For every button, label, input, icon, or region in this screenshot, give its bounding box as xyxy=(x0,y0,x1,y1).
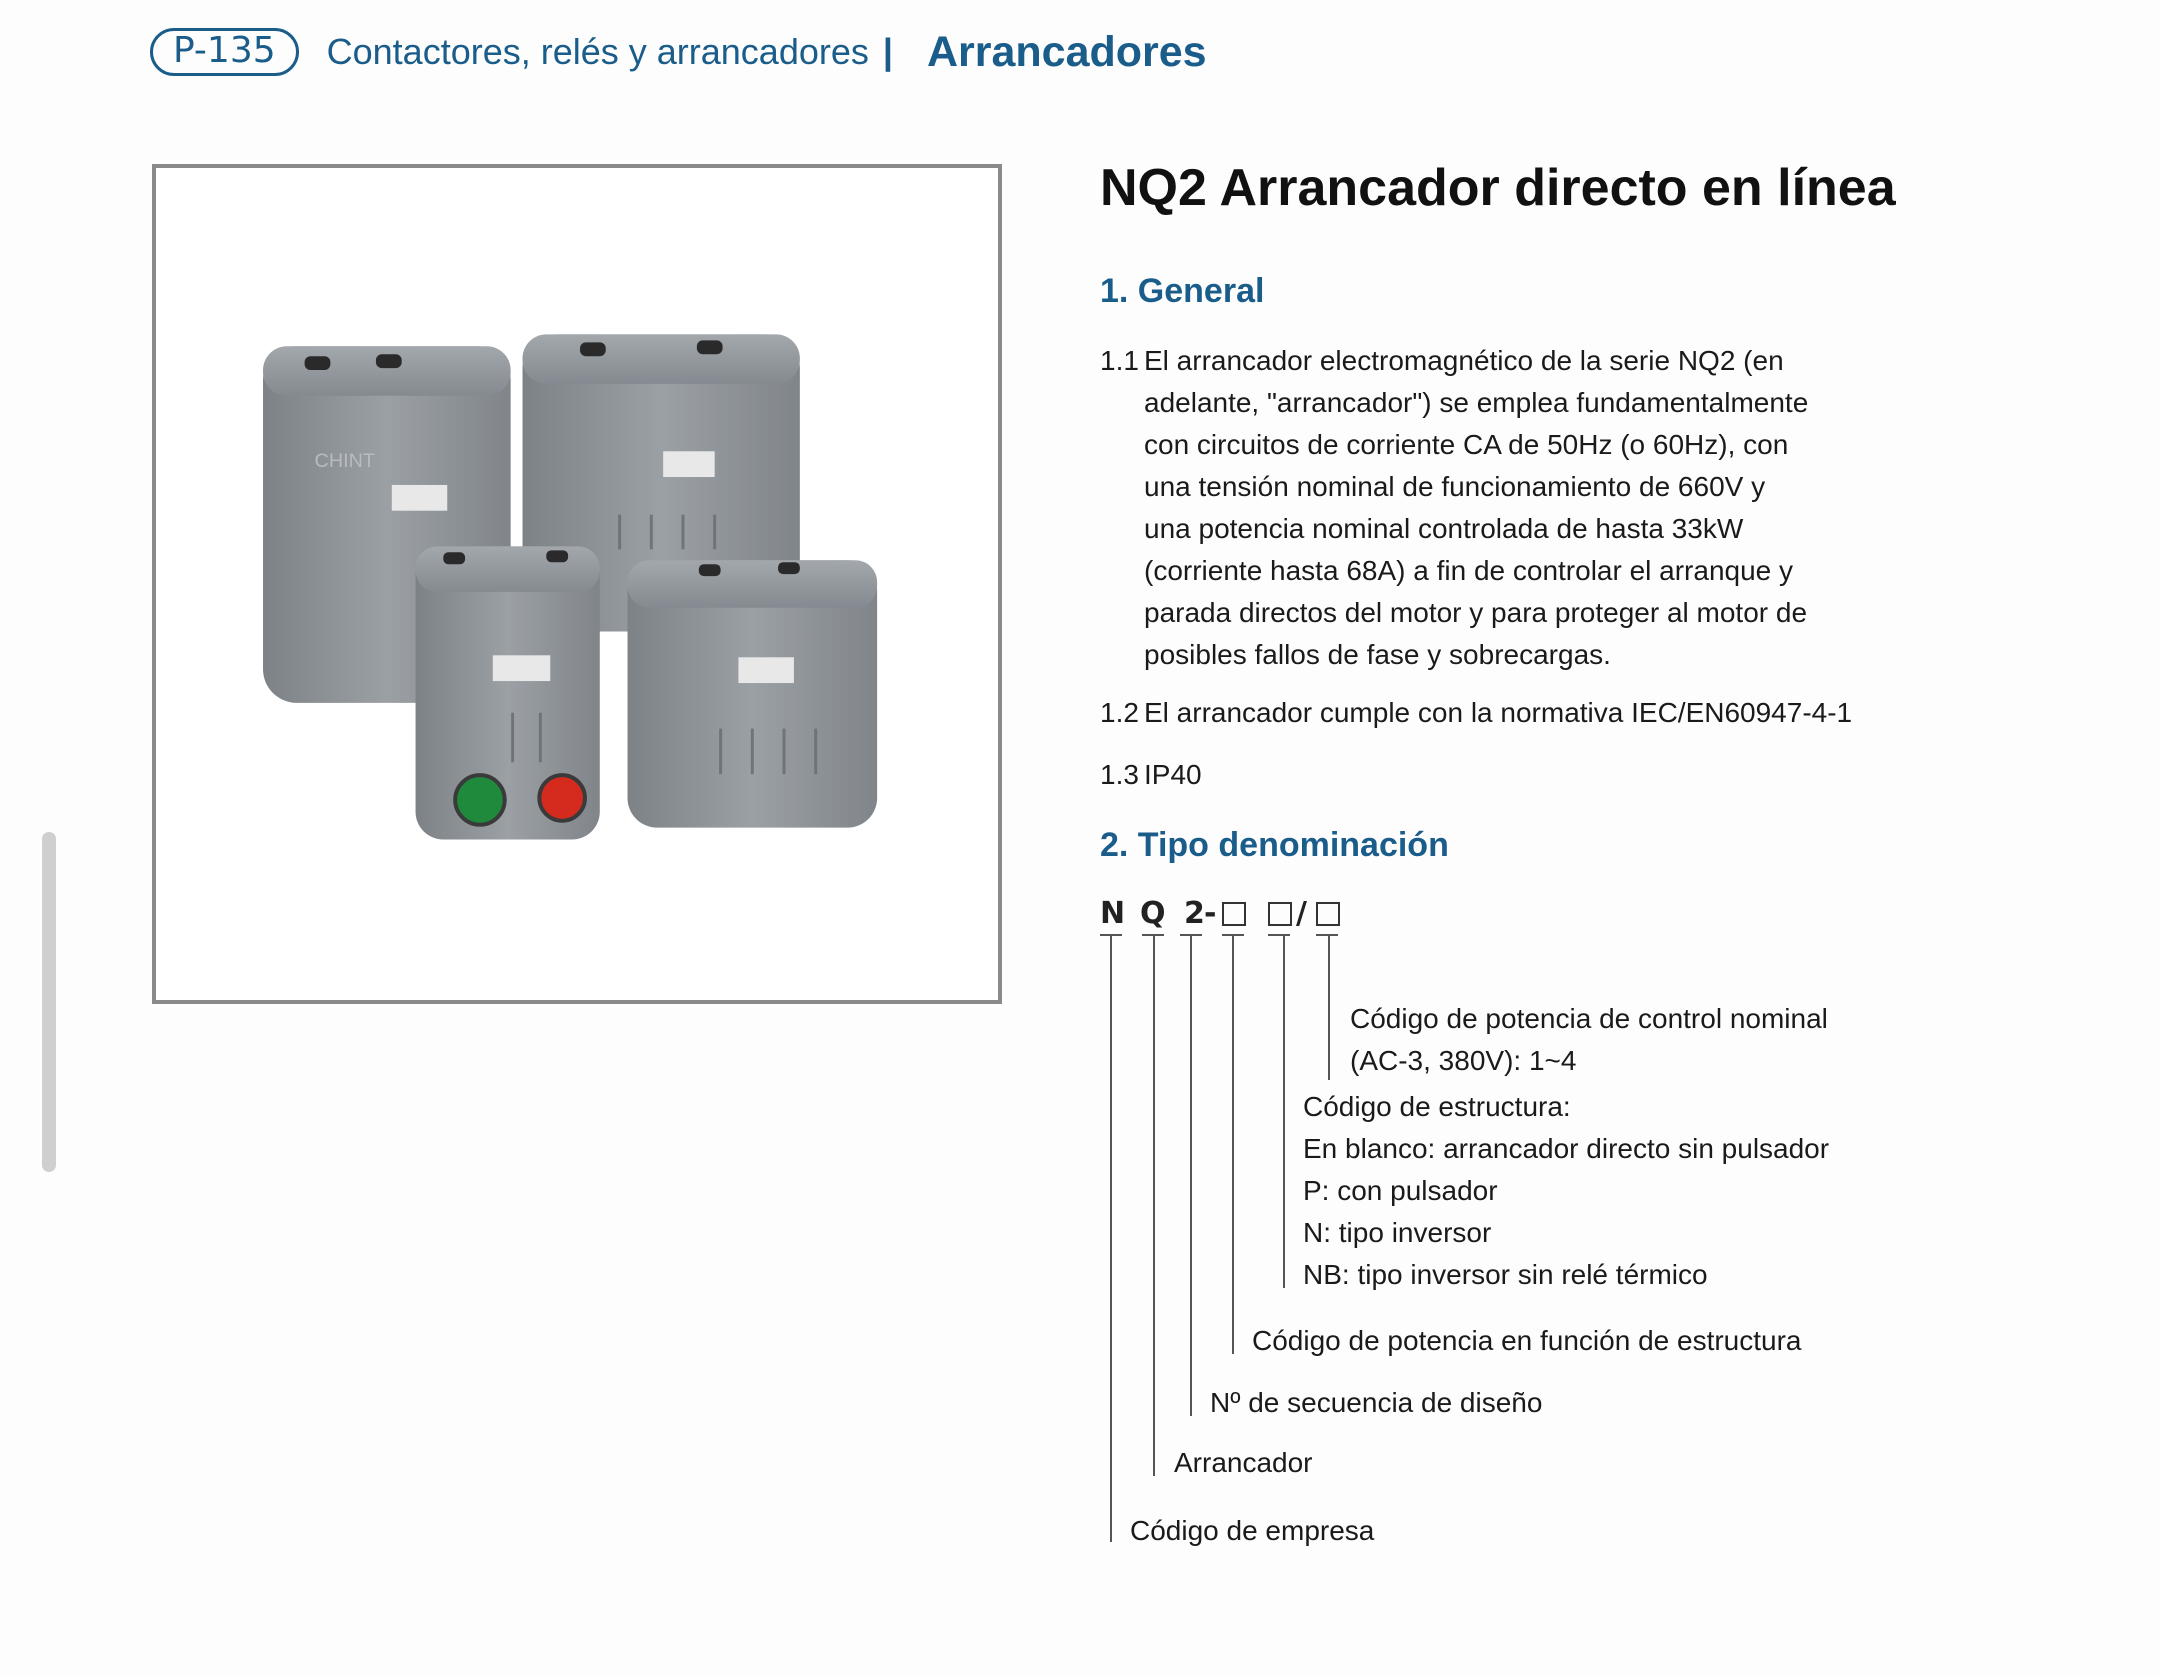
item-number: 1.2 xyxy=(1100,697,1139,728)
item-number: 1.3 xyxy=(1100,759,1139,790)
header-section-title: Contactores, relés y arrancadores xyxy=(326,31,869,72)
connector-design-seq xyxy=(1190,936,1192,1416)
legend-structure-nb: NB: tipo inversor sin relé térmico xyxy=(1303,1259,1708,1290)
general-item-1-1-line: parada directos del motor y para proteger al motor de xyxy=(1144,597,1808,628)
code-letter-q: Q xyxy=(1140,896,1166,931)
section-heading-designation: 2. Tipo denominación xyxy=(1100,826,1449,864)
connector-starter xyxy=(1153,936,1155,1476)
general-item-1-1-line: con circuitos de corriente CA de 50Hz (o 60Hz), con xyxy=(1144,429,1789,460)
stop-button-graphic xyxy=(539,775,585,821)
connector-company xyxy=(1110,936,1112,1542)
legend-power-by-structure: Código de potencia en función de estructura xyxy=(1252,1325,1802,1356)
header-current-section: Arrancadores xyxy=(926,27,1207,76)
code-slash: / xyxy=(1296,896,1307,931)
general-item-1-3: 1.3 IP40 xyxy=(1100,754,1202,796)
general-item-1-1: 1.1 El arrancador electromagnético de la serie NQ2 (en xyxy=(1100,340,1784,382)
code-placeholder-box xyxy=(1222,902,1246,926)
scrollbar[interactable] xyxy=(42,832,56,1172)
code-dash: - xyxy=(1204,896,1217,931)
start-button-graphic xyxy=(455,775,505,825)
code-underline xyxy=(1316,934,1338,936)
page-number-badge: P-135 xyxy=(150,28,299,76)
page-title: NQ2 Arrancador directo en línea xyxy=(1100,159,1896,217)
starter-unit-with-buttons xyxy=(416,546,600,839)
legend-structure-p: P: con pulsador xyxy=(1303,1175,1498,1206)
connector-structure-code xyxy=(1283,936,1285,1288)
starter-unit-front-right xyxy=(628,560,878,827)
product-image xyxy=(152,164,1002,1004)
item-number: 1.1 xyxy=(1100,345,1139,376)
brand-logo: CHINT xyxy=(314,450,376,473)
connector-power-code xyxy=(1328,936,1330,1080)
general-item-1-1-line: una tensión nominal de funcionamiento de 660V y xyxy=(1144,471,1766,502)
general-item-1-1-line: (corriente hasta 68A) a fin de controlar el arranque y xyxy=(1144,555,1794,586)
general-item-1-1-line: adelante, "arrancador") se emplea fundamentalmente xyxy=(1144,387,1809,418)
legend-company-code: Código de empresa xyxy=(1130,1515,1375,1546)
starter-units-illustration xyxy=(156,168,998,1000)
general-item-1-2: 1.2 El arrancador cumple con la normativa IEC/EN60947-4-1 xyxy=(1100,692,1852,734)
general-item-1-1-line: posibles fallos de fase y sobrecargas. xyxy=(1144,639,1611,670)
connector-power-structure xyxy=(1232,936,1234,1354)
legend-power-code: Código de potencia de control nominal xyxy=(1350,1003,1828,1034)
legend-structure-n: N: tipo inversor xyxy=(1303,1217,1492,1248)
legend-power-code-range: (AC-3, 380V): 1~4 xyxy=(1350,1045,1577,1076)
legend-structure-title: Código de estructura: xyxy=(1303,1091,1571,1122)
code-letter-n: N xyxy=(1100,896,1126,931)
code-placeholder-box xyxy=(1316,902,1340,926)
general-item-1-1-line: una potencia nominal controlada de hasta 33kW xyxy=(1144,513,1744,544)
legend-starter: Arrancador xyxy=(1174,1447,1313,1478)
page-header xyxy=(150,28,1207,76)
code-underline xyxy=(1268,934,1290,936)
legend-design-sequence: Nº de secuencia de diseño xyxy=(1210,1387,1543,1418)
header-separator: | xyxy=(882,31,893,72)
code-placeholder-box xyxy=(1268,902,1292,926)
section-heading-general: 1. General xyxy=(1100,272,1265,310)
code-digit-2: 2 xyxy=(1184,896,1205,931)
legend-structure-blank: En blanco: arrancador directo sin pulsador xyxy=(1303,1133,1830,1164)
